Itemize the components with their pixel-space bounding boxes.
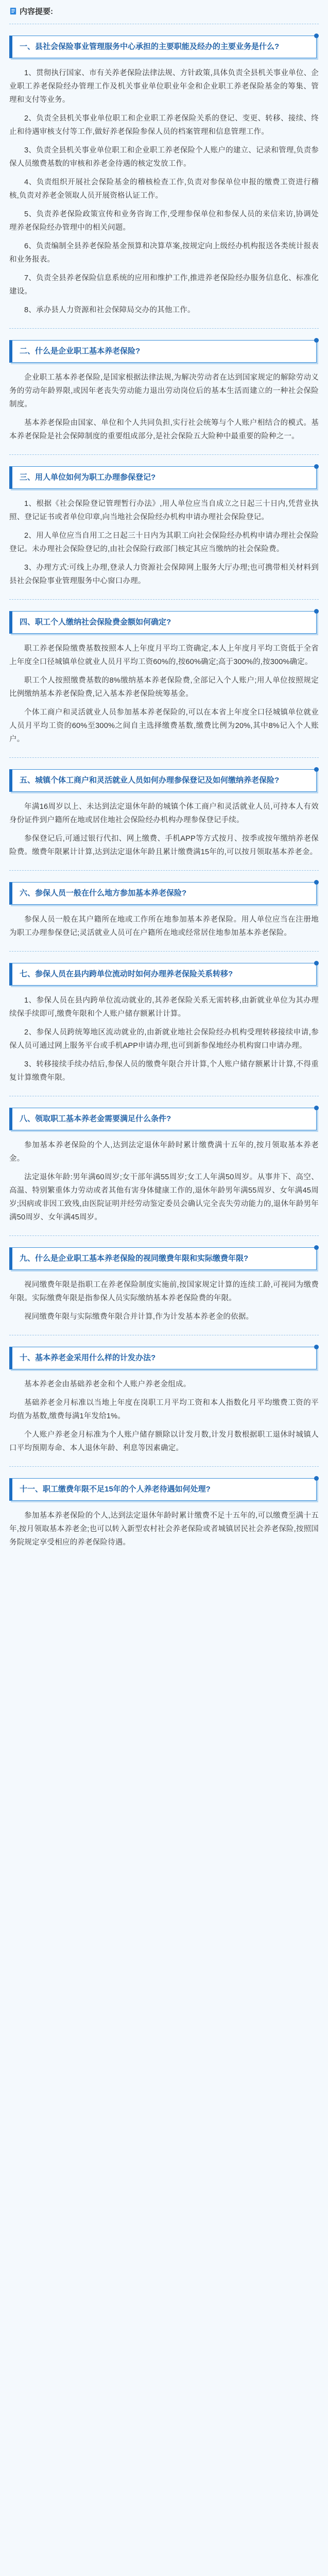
corner-dot-icon (314, 961, 319, 965)
faq-section (9, 1096, 319, 1224)
question-text: 二、什么是企业职工基本养老保险? (20, 347, 141, 355)
answer-paragraph: 视同缴费年限是指职工在养老保险制度实施前,按国家规定计算的连续工龄,可视同为缴费年限。实际缴费年限是指参保人员实际缴纳基本养老保险费的年限。 (9, 1281, 319, 1302)
faq-section (9, 757, 319, 859)
question-text: 八、领取职工基本养老金需要满足什么条件? (20, 1114, 171, 1123)
answer-paragraph: 3、办理方式:可线上办理,登录人力资源社会保障网上服务大厅办理;也可携带相关材料到县社会保险事业管理服务中心窗口办理。 (9, 564, 319, 585)
answer-paragraph: 视同缴费年限与实际缴费年限合并计算,作为计发基本养老金的依据。 (24, 1313, 254, 1321)
answer-paragraph: 2、用人单位应当自用工之日起三十日内为其职工向社会保险经办机构申请办理社会保险登记。未办理社会保险登记的,由社会保险行政部门核定其应当缴纳的社会保险费。 (9, 532, 319, 553)
faq-section (9, 1335, 319, 1455)
question-header (9, 1247, 317, 1270)
question-text: 五、城镇个体工商户和灵活就业人员如何办理参保登记及如何缴纳养老保险? (20, 776, 280, 785)
answer-paragraph: 4、负责组织开展社会保险基金的稽核检查工作,负责对参保单位申报的缴费工资进行稽核,负责对养老金领取人员开展资格认证工作。 (9, 178, 319, 200)
question-header (9, 1478, 317, 1501)
question-header (9, 1108, 317, 1130)
question-text: 十、基本养老金采用什么样的计发办法? (20, 1353, 156, 1362)
answer-paragraph: 企业职工基本养老保险,是国家根据法律法规,为解决劳动者在达到国家规定的解除劳动义务的劳动年龄界限,或因年老丧失劳动能力退出劳动岗位后的基本生活而建立的一种社会保险制度。 (9, 374, 319, 409)
question-text: 十一、职工缴费年限不足15年的个人养老待遇如何处理? (20, 1485, 211, 1494)
page-title: 内容提要: (20, 7, 53, 16)
question-header (9, 882, 317, 905)
corner-dot-icon (314, 1106, 319, 1110)
document-icon (9, 7, 17, 15)
answer-paragraph: 个体工商户和灵活就业人员参加基本养老保险的,可以在本省上年度全口径城镇单位就业人员月平均工资的60%至300%之间自主选择缴费基数,缴费比例为20%,其中8%记入个人账户。 (9, 708, 319, 743)
answer-paragraph: 基础养老金月标准以当地上年度在岗职工月平均工资和本人指数化月平均缴费工资的平均值为基数,缴费每满1年发给1%。 (9, 1399, 319, 1420)
faq-section (9, 951, 319, 1084)
faq-section (9, 454, 319, 588)
answer-paragraph: 参加基本养老保险的个人,达到法定退休年龄时累计缴费不足十五年的,可以缴费至满十五年,按月领取基本养老金;也可以转入新型农村社会养老保险或者城镇居民社会养老保险,按照国务院规定享受相应的养老保险待遇。 (9, 1512, 319, 1547)
answer-paragraph: 3、负责全县机关事业单位职工和企业职工养老保险个人账户的建立、记录和管理,负责参保人员缴费基数的审核和养老金待遇的核定发放工作。 (9, 146, 319, 168)
corner-dot-icon (314, 1345, 319, 1349)
question-text: 九、什么是企业职工基本养老保险的视同缴费年限和实际缴费年限? (20, 1254, 249, 1263)
faq-section (9, 328, 319, 443)
question-header (9, 466, 317, 489)
answer-paragraph: 职工养老保险缴费基数按照本人上年度月平均工资确定,本人上年度月平均工资低于全省上年度全口径城镇单位就业人员月平均工资60%的,按60%确定;高于300%的,按300%确定。 (9, 645, 319, 666)
answer-paragraph: 6、负责编制全县养老保险基金预算和决算草案,按规定向上级经办机构报送各类统计报表和业务报表。 (9, 242, 319, 264)
faq-section (9, 24, 319, 317)
answer-paragraph: 年满16周岁以上、未达到法定退休年龄的城镇个体工商户和灵活就业人员,可持本人有效身份证件到户籍所在地或居住地社会保险经办机构办理参保登记手续。 (9, 803, 319, 824)
corner-dot-icon (314, 609, 319, 614)
answer-paragraph: 2、参保人员跨统筹地区流动就业的,由新就业地社会保险经办机构受理转移接续申请,参保人员可通过网上服务平台或手机APP申请办理,也可到新参保地经办机构窗口申请办理。 (9, 1028, 319, 1050)
faq-section (9, 1235, 319, 1324)
answer-paragraph: 2、负责全县机关事业单位职工和企业职工养老保险关系的登记、变更、转移、接续、终止和待遇审核支付等工作,做好养老保险参保人员的档案管理和信息管理工作。 (9, 114, 319, 136)
answer-paragraph: 1、贯彻执行国家、市有关养老保险法律法规、方针政策,具体负责全县机关事业单位、企业职工养老保险经办管理工作及机关事业单位职业年金和企业职工养老保险基金的筹集、管理和支付等业务。 (9, 69, 319, 104)
answer-paragraph: 8、承办县人力资源和社会保障局交办的其他工作。 (24, 306, 195, 314)
header (9, 3, 319, 19)
answer-paragraph: 职工个人按照缴费基数的8%缴纳基本养老保险费,全部记入个人账户;用人单位按照规定比例缴纳基本养老保险费,记入基本养老保险统筹基金。 (9, 676, 319, 698)
faq-section (9, 870, 319, 940)
question-header (9, 963, 317, 986)
question-header (9, 611, 317, 634)
answer-paragraph: 个人账户养老金月标准为个人账户储存额除以计发月数,计发月数根据职工退休时城镇人口平均预期寿命、本人退休年龄、利息等因素确定。 (9, 1431, 319, 1452)
corner-dot-icon (314, 1245, 319, 1250)
answer-paragraph: 1、参保人员在县内跨单位流动就业的,其养老保险关系无需转移,由新就业单位为其办理续保手续即可,缴费年限和个人账户储存额累计计算。 (9, 996, 319, 1018)
corner-dot-icon (314, 880, 319, 885)
answer-paragraph: 参保人员一般在其户籍所在地或工作所在地参加基本养老保险。用人单位应当在注册地为职工办理参保登记;灵活就业人员可在户籍所在地或经常居住地参加基本养老保险。 (9, 916, 319, 937)
question-header (9, 340, 317, 363)
corner-dot-icon (314, 1476, 319, 1481)
corner-dot-icon (314, 464, 319, 469)
corner-dot-icon (314, 767, 319, 772)
corner-dot-icon (314, 338, 319, 343)
question-text: 六、参保人员一般在什么地方参加基本养老保险? (20, 889, 187, 897)
answer-paragraph: 参加基本养老保险的个人,达到法定退休年龄时累计缴费满十五年的,按月领取基本养老金。 (9, 1141, 319, 1163)
question-text: 四、职工个人缴纳社会保险费金额如何确定? (20, 618, 171, 626)
corner-dot-icon (314, 33, 319, 38)
answer-paragraph: 参保登记后,可通过银行代扣、网上缴费、手机APP等方式按月、按季或按年缴纳养老保险费。缴费年限累计计算,达到法定退休年龄且累计缴费满15年的,可以按月领取基本养老金。 (9, 835, 319, 856)
answer-paragraph: 1、根据《社会保险登记管理暂行办法》,用人单位应当自成立之日起三十日内,凭营业执照、登记证书或者单位印章,向当地社会保险经办机构申请办理社会保险登记。 (9, 500, 319, 521)
answer-paragraph: 7、负责全县养老保险信息系统的应用和维护工作,推进养老保险经办服务信息化、标准化建设。 (9, 274, 319, 296)
question-header (9, 769, 317, 792)
faq-list (9, 24, 319, 1549)
question-text: 七、参保人员在县内跨单位流动时如何办理养老保险关系转移? (20, 970, 233, 978)
answer-paragraph: 基本养老金由基础养老金和个人账户养老金组成。 (24, 1380, 191, 1388)
question-header (9, 1347, 317, 1369)
faq-section (9, 1466, 319, 1549)
faq-section (9, 599, 319, 746)
answer-paragraph: 3、转移接续手续办结后,参保人员的缴费年限合并计算,个人账户储存额累计计算,不得重复计算缴费年限。 (9, 1060, 319, 1082)
answer-paragraph: 基本养老保险由国家、单位和个人共同负担,实行社会统筹与个人账户相结合的模式。基本养老保险是社会保障制度的重要组成部分,是社会保险五大险种中最重要的险种之一。 (9, 419, 319, 440)
answer-paragraph: 法定退休年龄:男年满60周岁;女干部年满55周岁;女工人年满50周岁。从事井下、高空、高温、特别繁重体力劳动或者其他有害身体健康工作的,退休年龄男年满55周岁、女年满45周岁;因病或非因工致残,由医院证明并经劳动鉴定委员会确认完全丧失劳动能力的,退休年龄男年满50周岁、女年满45周岁。 (9, 1173, 319, 1222)
question-header (9, 36, 317, 58)
question-text: 三、用人单位如何为职工办理参保登记? (20, 473, 156, 482)
answer-paragraph: 5、负责养老保险政策宣传和业务咨询工作,受理参保单位和参保人员的来信来访,协调处理养老保险经办管理中的相关问题。 (9, 210, 319, 232)
question-text: 一、县社会保险事业管理服务中心承担的主要职能及经办的主要业务是什么? (20, 42, 280, 51)
